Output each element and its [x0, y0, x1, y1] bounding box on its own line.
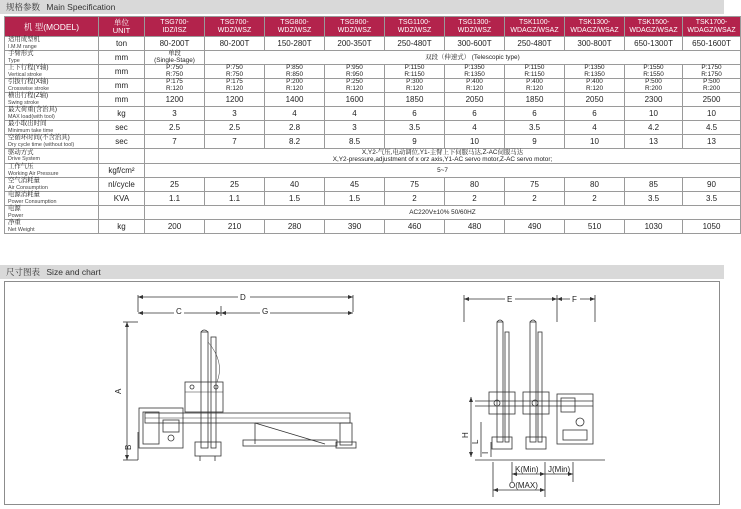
value-cell: 3.5 — [625, 192, 683, 206]
value-cell: 25 — [145, 178, 205, 192]
value-cell: 1.5 — [265, 192, 325, 206]
value-cell: 3 — [145, 107, 205, 121]
value-cell — [505, 65, 565, 79]
model-name-line2: IDZ/ISZ — [162, 26, 187, 34]
parameter-name-cn: 适用成型机 — [8, 36, 40, 43]
chart-title-en: Size and chart — [46, 267, 101, 277]
front-view-drawing — [461, 294, 605, 497]
side-view-drawing — [114, 292, 356, 461]
value-line: R:850 — [285, 70, 304, 78]
value-line: R:120 — [525, 84, 544, 92]
value-line: P:1750 — [701, 64, 722, 71]
value-line: R:120 — [465, 84, 484, 92]
parameter-name-cell — [5, 121, 99, 135]
model-name-line1: TSG700- — [160, 18, 189, 26]
spec-row — [5, 51, 741, 65]
value-cell: 2.8 — [265, 121, 325, 135]
unit-cell: nl/cycle — [99, 178, 145, 192]
value-line: R:1550 — [643, 70, 664, 78]
value-line: P:950 — [346, 64, 363, 71]
header-row — [5, 17, 741, 37]
value-cell: 1050 — [683, 220, 741, 234]
spec-row — [5, 37, 741, 51]
value-line: P:1350 — [464, 64, 485, 71]
value-cell: 25 — [205, 178, 265, 192]
value-cell: 8.5 — [325, 135, 385, 149]
value-line: P:500 — [703, 78, 720, 85]
parameter-name-cn: 净重 — [8, 219, 21, 226]
spanning-value-cell: AC220V±10% 50/60HZ — [145, 206, 741, 220]
value-cell — [145, 51, 205, 65]
value-cell: 10 — [625, 107, 683, 121]
parameter-name-cell — [5, 65, 99, 79]
unit-cell: sec — [99, 135, 145, 149]
parameter-name-cn: 电源 — [8, 205, 21, 212]
value-cell: 2500 — [683, 93, 741, 107]
value-cell — [385, 65, 445, 79]
parameter-name-cn: 工作气压 — [8, 163, 34, 170]
spec-row — [5, 107, 741, 121]
model-column-header — [265, 17, 325, 37]
parameter-name-en: Net Weight — [8, 226, 35, 233]
parameter-name-cn: 引拔行程(X轴) — [8, 78, 49, 85]
unit-cell: mm — [99, 51, 145, 65]
unit-header-cn: 单位 — [114, 17, 129, 27]
value-line: R:1150 — [524, 70, 545, 78]
parameter-name-cell — [5, 149, 99, 164]
value-cell: 6 — [505, 107, 565, 121]
value-cell: 650-1300T — [625, 37, 683, 51]
parameter-name-en: I.M.M range — [8, 43, 37, 50]
unit-cell — [99, 206, 145, 220]
dim-a-label: A — [114, 388, 123, 394]
value-cell — [325, 79, 385, 93]
value-cell: 390 — [325, 220, 385, 234]
value-cell: 3.5 — [683, 192, 741, 206]
value-cell: 2050 — [565, 93, 625, 107]
dim-l-label: L — [471, 439, 480, 444]
value-line: P:175 — [226, 78, 243, 85]
spec-row — [5, 206, 741, 220]
parameter-name-cell — [5, 164, 99, 178]
dim-h-label: H — [461, 432, 470, 438]
model-column-header — [205, 17, 265, 37]
unit-cell — [99, 149, 145, 164]
value-cell: 75 — [385, 178, 445, 192]
value-cell: 2 — [565, 192, 625, 206]
value-cell: 4 — [325, 107, 385, 121]
value-line: (Single-Stage) — [154, 56, 195, 64]
value-line: R:200 — [702, 84, 721, 92]
value-line: R:120 — [585, 84, 604, 92]
value-cell: 2.5 — [145, 121, 205, 135]
value-cell: 13 — [683, 135, 741, 149]
parameter-name-en: Dry cycle time (without tool) — [8, 141, 75, 148]
dim-f-label: F — [572, 295, 577, 304]
parameter-name-cn: 电源消耗量 — [8, 191, 40, 198]
value-line: R:950 — [345, 70, 364, 78]
value-line: P:1150 — [404, 64, 425, 71]
parameter-name-en: Drive System — [8, 156, 41, 162]
parameter-name-cn: 上下行程(Y轴) — [8, 64, 49, 71]
value-cell — [145, 79, 205, 93]
parameter-name-cell — [5, 51, 99, 65]
value-cell — [683, 65, 741, 79]
parameter-name-cell — [5, 178, 99, 192]
value-line: R:750 — [225, 70, 244, 78]
value-line: R:1750 — [701, 70, 722, 78]
parameter-name-en: Power Consumption — [8, 198, 57, 205]
value-cell — [265, 65, 325, 79]
spec-title-cn: 规格参数 — [6, 2, 41, 12]
value-cell — [565, 65, 625, 79]
chart-section-header — [0, 265, 724, 279]
value-cell: 1.1 — [205, 192, 265, 206]
model-name-line1: TSG700- — [220, 18, 249, 26]
model-name-line1: TSG1100- — [398, 18, 431, 26]
unit-header-cell — [99, 17, 145, 37]
value-cell: 2 — [385, 192, 445, 206]
value-cell: 80 — [565, 178, 625, 192]
model-name-line1: TSK1100- — [519, 18, 550, 26]
spec-row — [5, 121, 741, 135]
model-name-line1: TSG1300- — [458, 18, 491, 26]
value-cell: 85 — [625, 178, 683, 192]
value-cell: 150-280T — [265, 37, 325, 51]
dim-k-label: K(Min) — [515, 465, 539, 474]
spec-row — [5, 192, 741, 206]
parameter-name-en: Type — [8, 57, 20, 64]
spec-title-en: Main Specification — [46, 2, 116, 12]
value-cell: 6 — [445, 107, 505, 121]
parameter-name-en: Vertical stroke — [8, 71, 42, 78]
model-name-line1: TSG800- — [280, 18, 309, 26]
parameter-name-en: Swing stroke — [8, 99, 39, 106]
value-cell: 200-350T — [325, 37, 385, 51]
value-cell — [683, 79, 741, 93]
value-cell: 9 — [385, 135, 445, 149]
value-cell: 650-1600T — [683, 37, 741, 51]
value-cell: 7 — [145, 135, 205, 149]
value-cell: 13 — [625, 135, 683, 149]
value-cell: 460 — [385, 220, 445, 234]
parameter-name-en: Power — [8, 212, 24, 219]
value-line: P:500 — [645, 78, 662, 85]
model-name-line1: TSK1300- — [578, 18, 611, 26]
value-cell: 280 — [265, 220, 325, 234]
value-cell: 2 — [445, 192, 505, 206]
unit-header-en: UNIT — [112, 25, 131, 35]
value-cell — [205, 79, 265, 93]
spec-table — [4, 16, 741, 234]
parameter-name-en: Working Air Pressure — [8, 170, 59, 177]
value-cell: 510 — [565, 220, 625, 234]
value-cell: 200 — [145, 220, 205, 234]
value-line: P:1350 — [584, 64, 605, 71]
model-name-line2: WDZ/WSZ — [337, 26, 372, 34]
value-cell: 250-480T — [385, 37, 445, 51]
value-cell — [505, 79, 565, 93]
dim-j-label: J(Min) — [548, 465, 571, 474]
value-line: P:850 — [286, 64, 303, 71]
value-cell: 1850 — [385, 93, 445, 107]
parameter-name-cn: 驱动方式 — [8, 148, 34, 156]
value-line: P:400 — [466, 78, 483, 85]
value-line: P:175 — [166, 78, 183, 85]
value-line: P:300 — [406, 78, 423, 85]
parameter-name-cell — [5, 107, 99, 121]
model-column-header — [145, 17, 205, 37]
value-line: R:1150 — [404, 70, 425, 78]
model-column-header — [505, 17, 565, 37]
value-line: 单段 — [168, 50, 181, 57]
value-cell: 75 — [505, 178, 565, 192]
value-cell: 80 — [445, 178, 505, 192]
value-cell: 10 — [565, 135, 625, 149]
model-column-header — [325, 17, 385, 37]
value-line: R:1350 — [584, 70, 605, 78]
unit-cell: sec — [99, 121, 145, 135]
value-cell: 490 — [505, 220, 565, 234]
value-line: P:750 — [166, 64, 183, 71]
dim-d-label: D — [240, 293, 246, 302]
value-line: P:1150 — [524, 64, 545, 71]
spanning-value-cell: 双段（伸速式） (Telescopic type) — [205, 51, 741, 65]
value-line: R:120 — [345, 84, 364, 92]
value-cell: 3.5 — [505, 121, 565, 135]
dim-i-label: I — [481, 451, 490, 454]
unit-cell: ton — [99, 37, 145, 51]
spec-row — [5, 178, 741, 192]
dim-e-label: E — [507, 295, 513, 304]
size-chart-drawing — [5, 282, 721, 506]
value-cell: 480 — [445, 220, 505, 234]
parameter-name-cell — [5, 206, 99, 220]
model-name-line2: WDZ/WSZ — [457, 26, 492, 34]
value-cell: 1.5 — [325, 192, 385, 206]
model-name-line2: WDAGZ/WSAZ — [687, 26, 736, 34]
value-cell: 4.5 — [683, 121, 741, 135]
spanning-value-cell: 5~7 — [145, 164, 741, 178]
value-cell: 3 — [325, 121, 385, 135]
unit-cell: kg — [99, 220, 145, 234]
model-column-header — [683, 17, 741, 37]
value-line: R:120 — [165, 84, 184, 92]
dim-o-label: O(MAX) — [509, 481, 538, 490]
value-cell: 4.2 — [625, 121, 683, 135]
model-name-line2: WDZ/WSZ — [217, 26, 252, 34]
value-cell: 4 — [445, 121, 505, 135]
unit-cell: kgf/cm² — [99, 164, 145, 178]
value-cell: 7 — [205, 135, 265, 149]
parameter-name-cell — [5, 93, 99, 107]
model-name-line1: TSK1500- — [637, 18, 670, 26]
value-line: P:250 — [346, 78, 363, 85]
parameter-name-en: Air Consumption — [8, 184, 48, 191]
unit-cell: mm — [99, 93, 145, 107]
spec-row — [5, 65, 741, 79]
value-cell — [625, 65, 683, 79]
dim-b-label: B — [124, 444, 133, 450]
parameter-name-cell — [5, 220, 99, 234]
value-cell: 250-480T — [505, 37, 565, 51]
value-cell: 2050 — [445, 93, 505, 107]
value-line: R:120 — [405, 84, 424, 92]
parameter-name-cn: 手臂形式 — [8, 50, 34, 57]
unit-cell: mm — [99, 65, 145, 79]
value-cell: 1850 — [505, 93, 565, 107]
model-header-cell: 机 型(MODEL) — [5, 17, 99, 37]
value-cell — [625, 79, 683, 93]
value-cell: 3 — [205, 107, 265, 121]
value-line: P:400 — [526, 78, 543, 85]
parameter-name-en: Minimum take time — [8, 127, 54, 134]
value-line: X,Y2-气压,电动调位,Y1-主臂上下伺服马达,Z-AC伺服马达 — [361, 149, 524, 156]
spec-section-header — [0, 0, 724, 14]
model-name-line2: WDAGZ/WSAZ — [570, 26, 619, 34]
value-cell — [145, 65, 205, 79]
parameter-name-en: MAX load(with tool) — [8, 113, 55, 120]
value-line: P:400 — [586, 78, 603, 85]
value-line: X,Y2-pressure,adjustment of x orz axis,Y1-AC servo motor,Z-AC servo motor; — [332, 156, 553, 163]
model-column-header — [625, 17, 683, 37]
value-cell — [265, 79, 325, 93]
value-cell: 9 — [505, 135, 565, 149]
value-cell: 6 — [385, 107, 445, 121]
value-cell — [445, 79, 505, 93]
value-cell — [445, 65, 505, 79]
parameter-name-cn: 空气消耗量 — [8, 177, 40, 184]
parameter-name-cn: 横出行程(Z轴) — [8, 92, 49, 99]
value-line: R:750 — [165, 70, 184, 78]
spec-row — [5, 149, 741, 164]
value-cell: 4 — [265, 107, 325, 121]
parameter-name-cell — [5, 135, 99, 149]
value-cell: 10 — [445, 135, 505, 149]
value-cell: 1600 — [325, 93, 385, 107]
spanning-value-cell — [145, 149, 741, 164]
value-line: R:1350 — [464, 70, 485, 78]
value-line: P:750 — [226, 64, 243, 71]
dim-g-label: G — [262, 307, 269, 316]
parameter-name-cell — [5, 79, 99, 93]
value-cell: 90 — [683, 178, 741, 192]
value-cell: 1030 — [625, 220, 683, 234]
dim-c-label: C — [176, 307, 182, 316]
spec-row — [5, 79, 741, 93]
model-name-line2: WDAGZ/WSAZ — [510, 26, 559, 34]
spec-row — [5, 164, 741, 178]
parameter-name-cn: 空循环时间(不含治具) — [8, 134, 70, 141]
value-cell: 2 — [505, 192, 565, 206]
value-cell: 6 — [565, 107, 625, 121]
value-cell: 300-600T — [445, 37, 505, 51]
spec-row — [5, 135, 741, 149]
unit-cell: mm — [99, 79, 145, 93]
value-line: P:1550 — [643, 64, 664, 71]
value-cell: 40 — [265, 178, 325, 192]
value-cell: 10 — [683, 107, 741, 121]
value-cell: 1400 — [265, 93, 325, 107]
model-column-header — [445, 17, 505, 37]
value-line: P:200 — [286, 78, 303, 85]
value-line: R:120 — [285, 84, 304, 92]
value-cell: 80-200T — [145, 37, 205, 51]
chart-title-cn: 尺寸图表 — [6, 267, 41, 277]
value-cell: 300-800T — [565, 37, 625, 51]
value-cell: 2300 — [625, 93, 683, 107]
spec-row — [5, 220, 741, 234]
model-name-line1: TSK1700- — [695, 18, 728, 26]
value-cell: 80-200T — [205, 37, 265, 51]
model-name-line2: WDZ/WSZ — [397, 26, 432, 34]
parameter-name-en: Crosswise stroke — [8, 85, 50, 92]
value-cell: 210 — [205, 220, 265, 234]
unit-cell: KVA — [99, 192, 145, 206]
value-cell: 2.5 — [205, 121, 265, 135]
value-cell: 4 — [565, 121, 625, 135]
value-line: R:120 — [225, 84, 244, 92]
spec-table-header — [5, 17, 741, 37]
model-name-line2: WDZ/WSZ — [277, 26, 312, 34]
model-column-header — [565, 17, 625, 37]
value-cell: 1.1 — [145, 192, 205, 206]
value-line: R:200 — [644, 84, 663, 92]
spec-row — [5, 93, 741, 107]
value-cell — [205, 65, 265, 79]
model-name-line2: WDAGZ/WSAZ — [629, 26, 678, 34]
value-cell — [385, 79, 445, 93]
model-name-line1: TSG900- — [340, 18, 369, 26]
parameter-name-cn: 最大荷重(含治具) — [8, 106, 57, 113]
parameter-name-cell — [5, 192, 99, 206]
value-cell: 1200 — [205, 93, 265, 107]
unit-cell: kg — [99, 107, 145, 121]
model-column-header — [385, 17, 445, 37]
value-cell: 1200 — [145, 93, 205, 107]
value-cell — [325, 65, 385, 79]
value-cell: 45 — [325, 178, 385, 192]
size-chart-frame — [4, 281, 720, 505]
spec-table-body — [5, 37, 741, 234]
value-cell — [565, 79, 625, 93]
parameter-name-cn: 最小取出时间 — [8, 120, 47, 127]
value-cell: 8.2 — [265, 135, 325, 149]
parameter-name-cell — [5, 37, 99, 51]
value-cell: 3.5 — [385, 121, 445, 135]
